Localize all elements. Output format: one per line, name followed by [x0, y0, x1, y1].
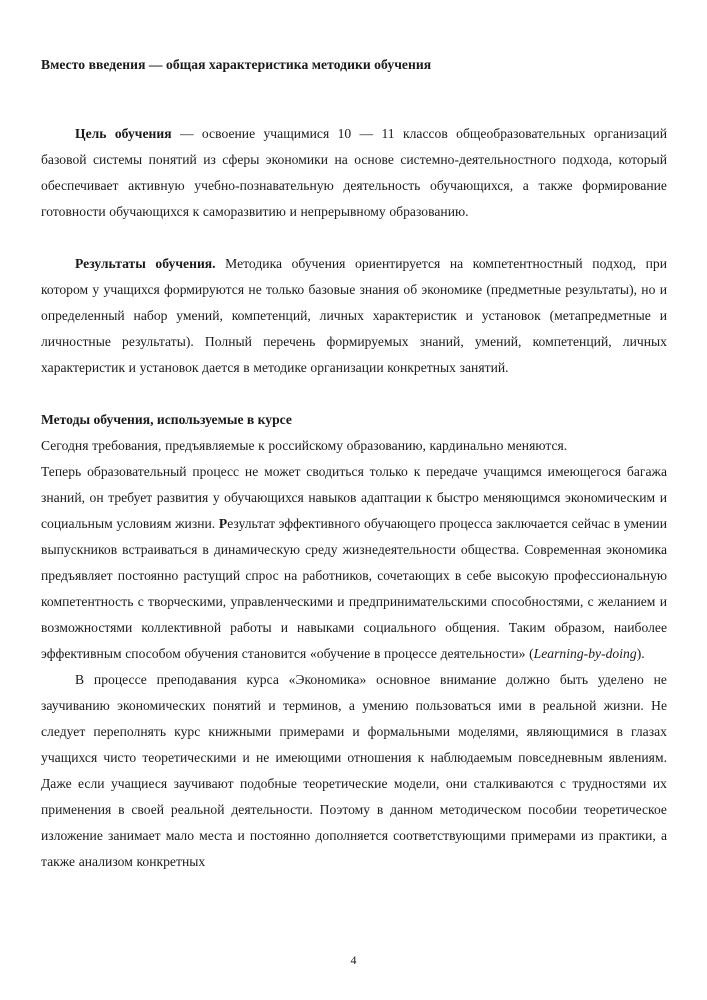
methods-body-part3: ). — [636, 646, 645, 661]
spacer — [41, 381, 667, 407]
methods-body-part1: Теперь образовательный процесс не может сводиться только к передаче учащимся имеющегося багажа знаний, он требует развития у обучающихся навыков адаптации к быстро меняющимся экономическим и социальным условиям жизни. — [41, 464, 667, 531]
paragraph-methods-body — [41, 459, 667, 667]
learning-by-doing-term: Learning-by-doing — [533, 646, 637, 661]
spacer — [41, 78, 667, 121]
paragraph-results — [41, 251, 667, 381]
paragraph-teaching: В процессе преподавания курса «Экономика» основное внимание должно быть уделено не заучиванию экономических понятий и терминов, а умению пользоваться ими в реальной жизни. Не следует переполнять курс книжными примерами и формальными моделями, являющимися в глазах учащихся чисто теоретическими и не имеющими отношения к наблюдаемым повседневным явлениям. Даже если учащиеся заучивают подобные теоретические модели, они сталкиваются с трудностями их применения в своей реальной деятельности. Поэтому в данном методическом пособии теоретическое изложение занимает мало места и постоянно дополняется соответствующими примерами из практики, а также анализом конкретных — [41, 672, 667, 869]
spacer — [41, 225, 667, 251]
methods-body-drop-cap: Р — [218, 516, 228, 531]
results-lead-in: Результаты обучения. — [75, 256, 216, 271]
results-text: Методика обучения ориентируется на компетентностный подход, при котором у учащихся формируются не только базовые знания об экономике (предметные результаты), но и определенный набор умений, компетенций, личных характеристик и установок (метапредметные и личностные результаты). Полный перечень формируемых знаний, умений, компетенций, личных характеристик и установок дается в методике организации конкретных занятий. — [41, 256, 667, 375]
document-body — [41, 52, 667, 875]
paragraph-methods-intro: Сегодня требования, предъявляемые к российскому образованию, кардинально меняются. — [41, 438, 568, 453]
goal-text: — освоение учащимися 10 — 11 классов общеобразовательных организаций базовой системы понятий из сферы экономики на основе системно-деятельностного подхода, который обеспечивает активную учебно-познавательную деятельность обучающихся, а также формирование готовности обучающихся к саморазвитию и непрерывному образованию. — [41, 126, 668, 219]
page-number: 4 — [350, 953, 357, 967]
page-title: Вместо введения — общая характеристика методики обучения — [41, 57, 432, 72]
paragraph-goal — [41, 121, 667, 225]
section-heading-methods: Методы обучения, используемые в курсе — [41, 412, 292, 427]
goal-lead-in: Цель обучения — [75, 126, 172, 141]
methods-body-part2: езультат эффективного обучающего процесса заключается сейчас в умении выпускников встраиваться в динамическую среду жизнедеятельности общества. Современная экономика предъявляет постоянно растущий спрос на работников, сочетающих в себе высокую профессиональную компетентность с творческими, управленческими и предпринимательскими способностями, с желанием и возможностями коллективной работы и навыками социального общения. Таким образом, наиболее эффективным способом обучения становится «обучение в процессе деятельности» ( — [41, 516, 667, 661]
